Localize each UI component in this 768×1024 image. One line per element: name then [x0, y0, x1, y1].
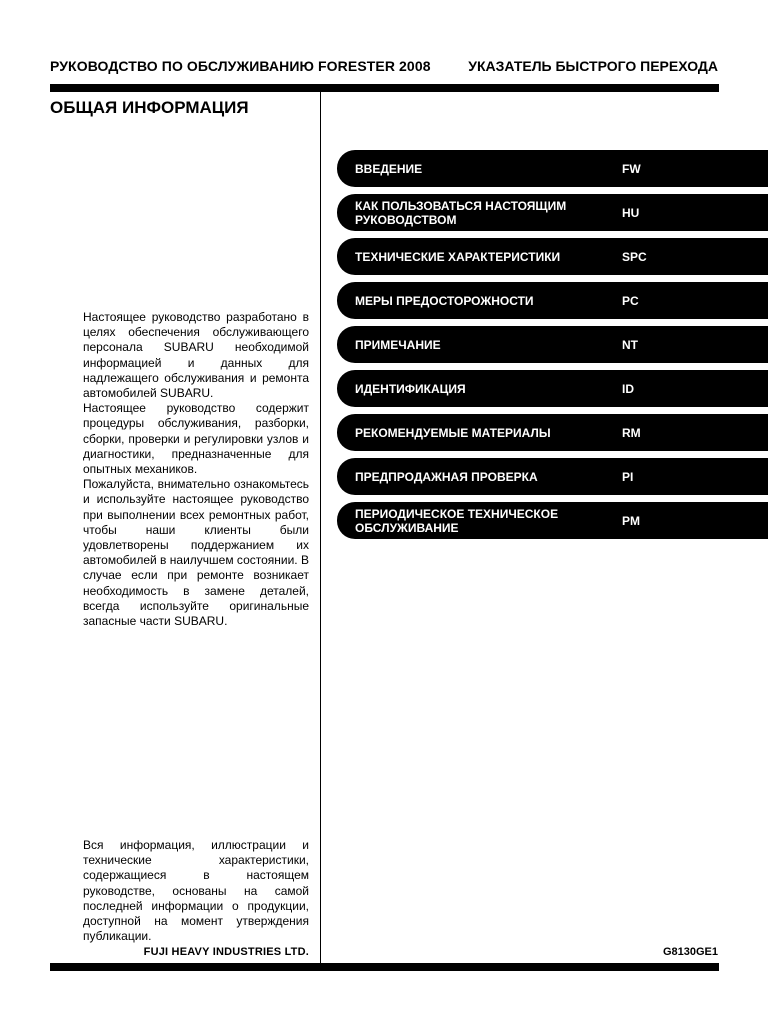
index-tab-pm[interactable] [337, 502, 768, 539]
index-tab-label: ПЕРИОДИЧЕСКОЕ ТЕХНИЧЕСКОЕ ОБСЛУЖИВАНИЕ [355, 506, 559, 535]
intro-paragraph: Пожалуйста, внимательно ознакомьтесь и используйте настоящее руководство при выполнении всех ремонтных работ, чтобы наши клиенты были удовлетворены поддержанием их автомобилей в наилучшем состоянии. В случае если при ремонте возникает необходимость в замене деталей, всегда используйте оригинальные запасные части SUBARU. [83, 477, 309, 629]
index-tab-code: PI [622, 469, 634, 484]
header-rule [50, 84, 719, 92]
disclaimer-text: Вся информация, иллюстрации и технические характеристики, содержащиеся в настоящем руководстве, основаны на самой последней информации о продукции, доступной на момент утверждения публикации. [83, 838, 309, 944]
index-tab-hu[interactable] [337, 194, 768, 231]
intro-paragraph: Настоящее руководство содержит процедуры обслуживания, разборки, сборки, проверки и регулировки узлов и диагностики, предназначенные для опытных механиков. [83, 401, 309, 477]
index-tab-label: КАК ПОЛЬЗОВАТЬСЯ НАСТОЯЩИМ РУКОВОДСТВОМ [355, 198, 567, 227]
index-tab-code: RM [622, 425, 641, 440]
index-tab-label: ПРИМЕЧАНИЕ [355, 337, 441, 352]
index-tab-id[interactable] [337, 370, 768, 407]
column-divider [320, 92, 321, 965]
index-tab-spc[interactable] [337, 238, 768, 275]
index-tab-code: PM [622, 513, 640, 528]
index-tab-label: МЕРЫ ПРЕДОСТОРОЖНОСТИ [355, 293, 534, 308]
index-tab-code: HU [622, 205, 640, 220]
manual-title: РУКОВОДСТВО ПО ОБСЛУЖИВАНИЮ FORESTER 2008 [50, 58, 431, 74]
index-tab-code: PC [622, 293, 639, 308]
index-tab-code: SPC [622, 249, 647, 264]
index-tab-code: FW [622, 161, 641, 176]
document-code: G8130GE1 [662, 946, 718, 958]
index-tab-label: ВВЕДЕНИЕ [355, 161, 423, 176]
index-tab-label: РЕКОМЕНДУЕМЫЕ МАТЕРИАЛЫ [355, 425, 551, 440]
index-tab-label: ТЕХНИЧЕСКИЕ ХАРАКТЕРИСТИКИ [355, 249, 561, 264]
quick-index-title: УКАЗАТЕЛЬ БЫСТРОГО ПЕРЕХОДА [468, 58, 718, 74]
index-tab-code: ID [622, 381, 634, 396]
index-tab-nt[interactable] [337, 326, 768, 363]
index-tab-fw[interactable] [337, 150, 768, 187]
section-title: ОБЩАЯ ИНФОРМАЦИЯ [50, 98, 249, 117]
index-tab-rm[interactable] [337, 414, 768, 451]
index-tab-pc[interactable] [337, 282, 768, 319]
intro-paragraph: Настоящее руководство разработано в целях обеспечения обслуживающего персонала SUBARU необходимой информацией и данных для надлежащего обслуживания и ремонта автомобилей SUBARU. [83, 310, 309, 401]
index-tab-pi[interactable] [337, 458, 768, 495]
index-tab-label: ПРЕДПРОДАЖНАЯ ПРОВЕРКА [355, 469, 538, 484]
quick-index-list [337, 150, 768, 546]
footer-rule [50, 963, 719, 971]
index-tab-label: ИДЕНТИФИКАЦИЯ [355, 381, 466, 396]
publisher-name: FUJI HEAVY INDUSTRIES LTD. [143, 946, 309, 958]
index-tab-code: NT [622, 337, 638, 352]
intro-text [83, 310, 309, 629]
